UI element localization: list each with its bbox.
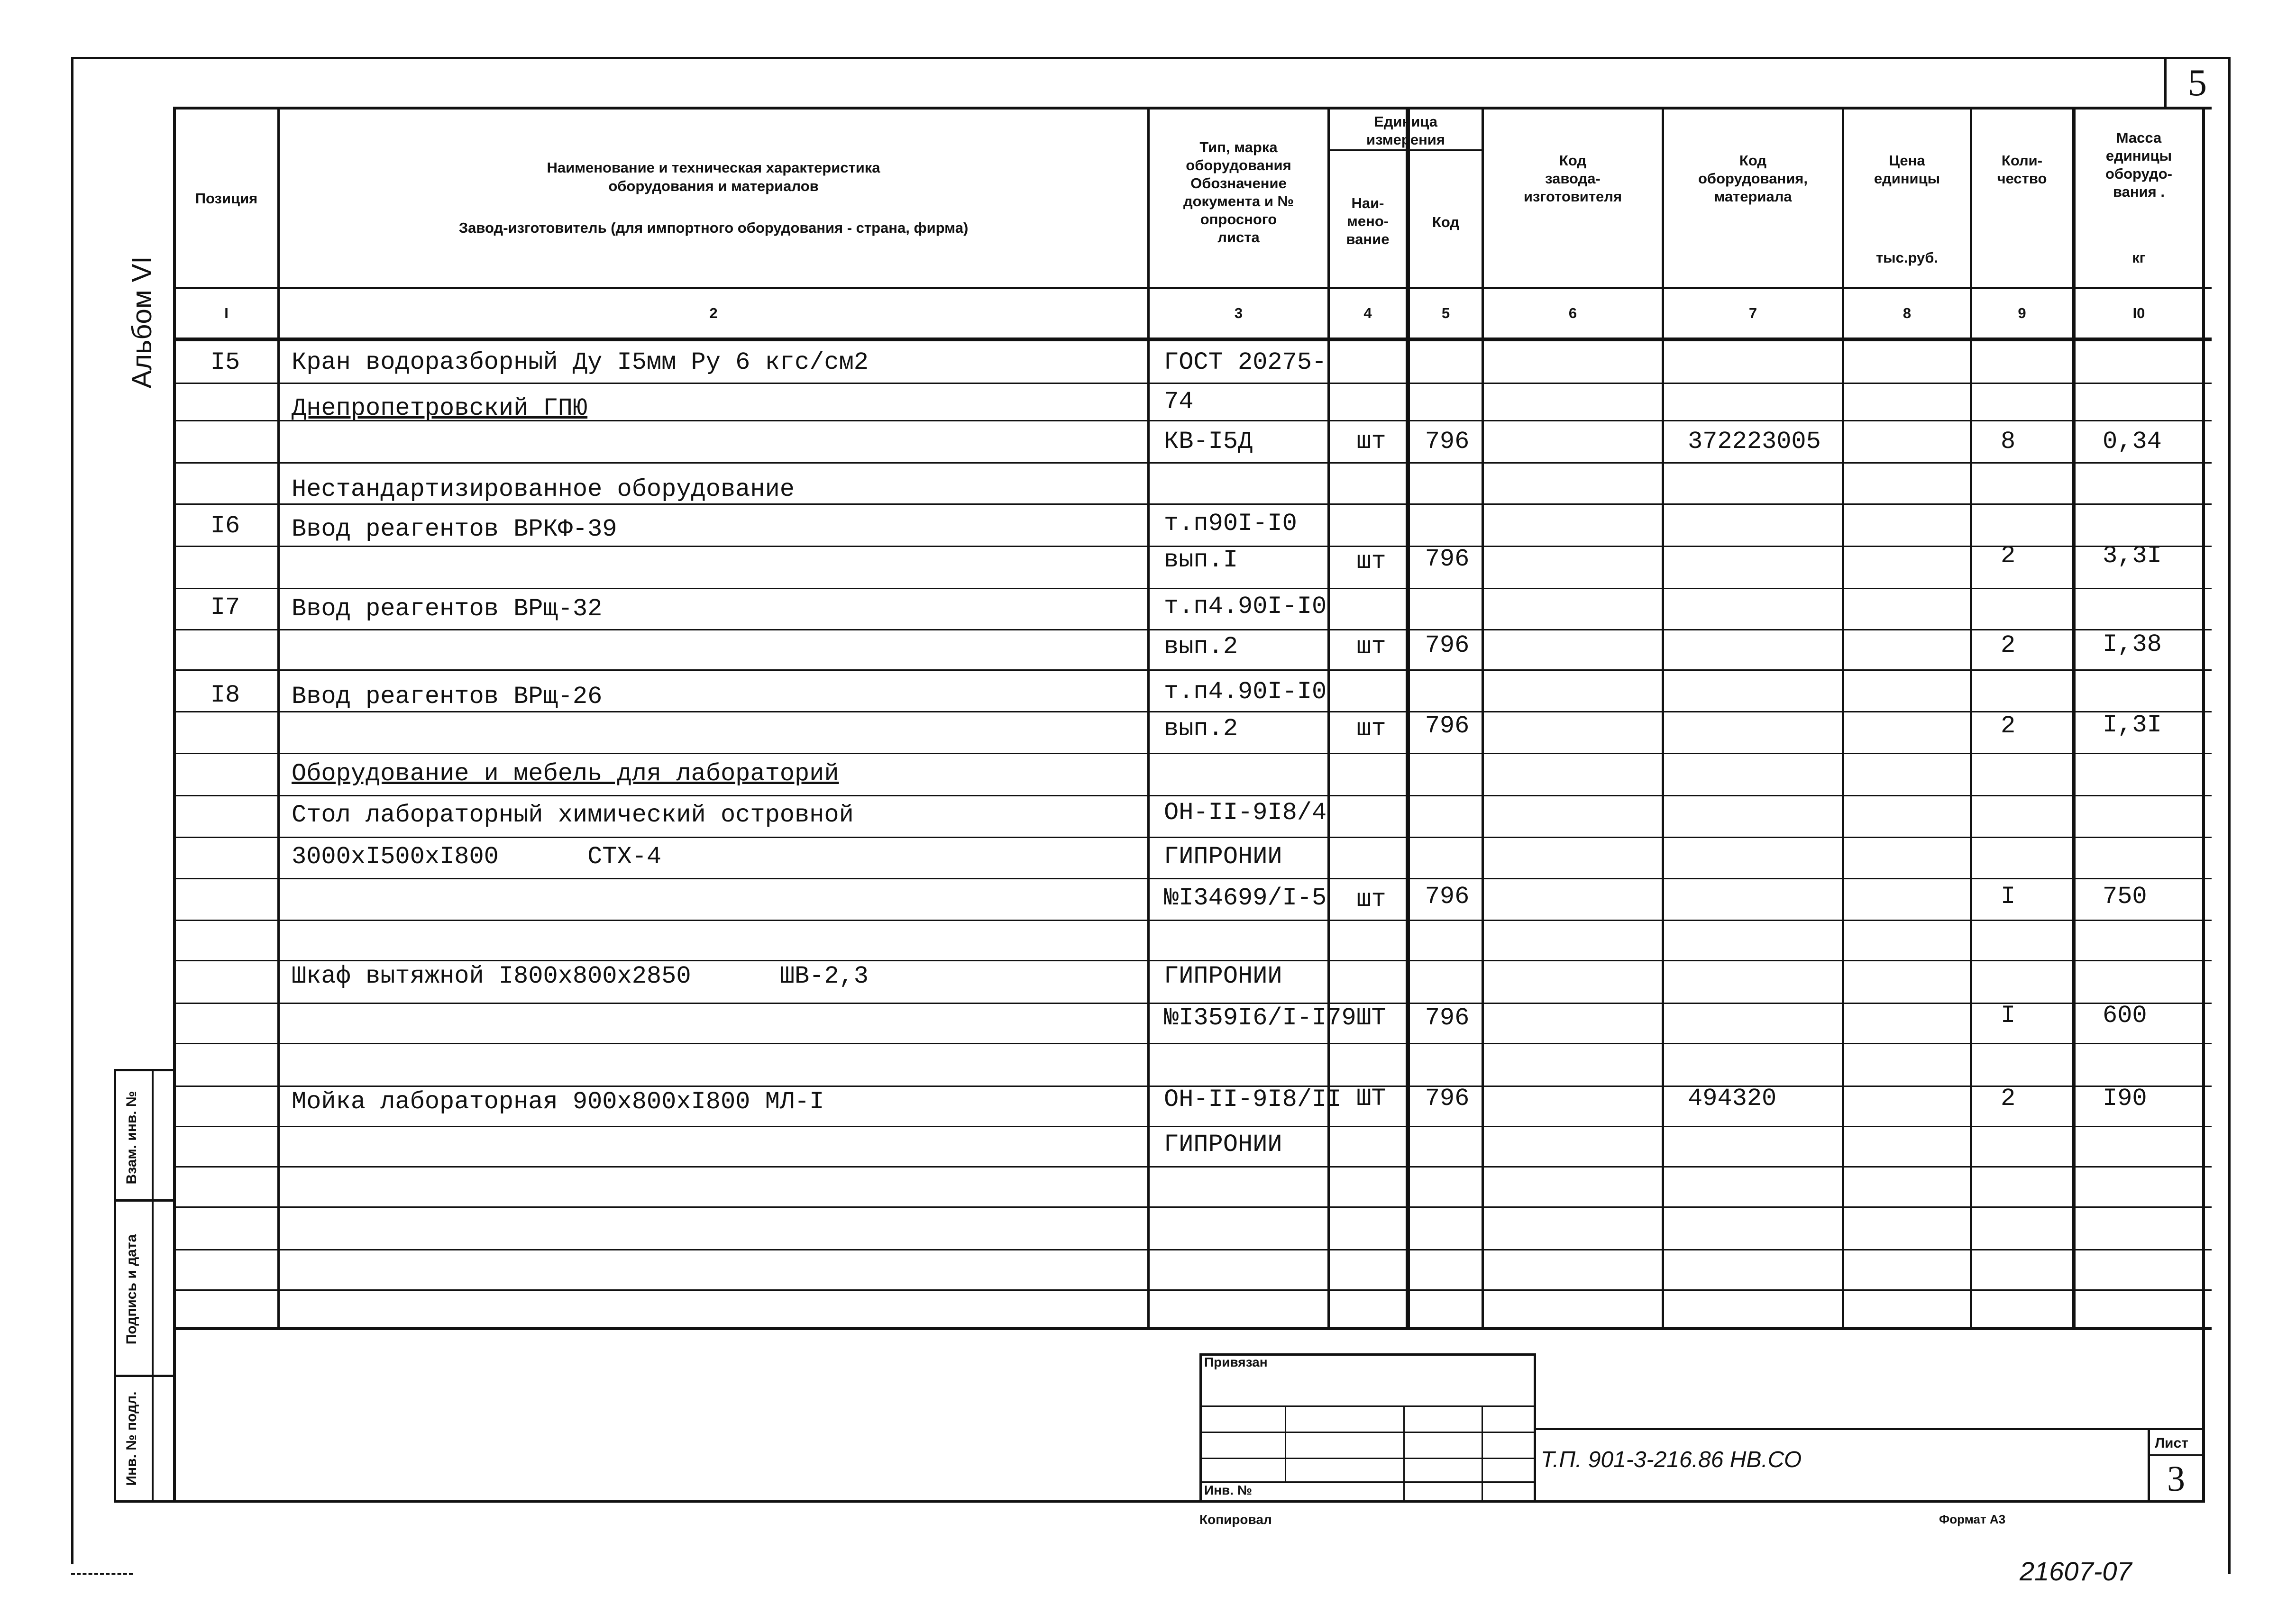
header-unit-group: Единица измерения (1366, 113, 1445, 148)
row2-name: Днепропетровский ГПЮ (292, 394, 588, 422)
row10-doc: вып.2 (1164, 715, 1238, 743)
row16-code: 796 (1425, 1004, 1470, 1032)
row14-doc: №I34699/I-5 (1164, 884, 1327, 912)
row17-equip-code: 494320 (1688, 1085, 1777, 1113)
header-price: Цена единицы (1874, 152, 1940, 187)
row8-qty: 2 (2001, 631, 2016, 659)
row14-qty: I (2001, 883, 2016, 911)
row3-code: 796 (1425, 428, 1470, 456)
colnum-7: 7 (1748, 305, 1757, 321)
colnum-4: 4 (1363, 305, 1372, 321)
row17-name: Мойка лабораторная 900x800xI800 МЛ-I (292, 1088, 824, 1116)
row12-doc: ОН-II-9I8/4 (1164, 799, 1327, 827)
row3-doc: КВ-I5Д (1164, 428, 1253, 456)
row8-doc: вып.2 (1164, 633, 1238, 661)
row3-equip-code: 372223005 (1688, 428, 1821, 456)
row10-qty: 2 (2001, 712, 2016, 740)
row15-doc: ГИПРОНИИ (1164, 962, 1282, 990)
side-stamp-original-inv: Инв. № подл. (124, 1391, 139, 1486)
row11-name: Оборудование и мебель для лабораторий (292, 760, 839, 788)
header-mass: Масса единицы оборудо- вания . (2105, 129, 2172, 200)
colnum-1: I (224, 305, 229, 321)
row5-name: Ввод реагентов ВРКФ-39 (292, 515, 617, 543)
colnum-10: I0 (2132, 305, 2145, 321)
bottom-note: 21607-07 (2020, 1556, 2132, 1586)
header-name-line2: оборудования и материалов (608, 178, 819, 194)
row14-code: 796 (1425, 883, 1470, 911)
row7-position: I7 (210, 593, 240, 621)
row6-qty: 2 (2001, 542, 2016, 570)
row16-unit: ШТ (1356, 1004, 1386, 1032)
row10-mass: I,3I (2103, 711, 2162, 739)
row9-name: Ввод реагентов ВРщ-26 (292, 683, 603, 711)
row17-unit: ШТ (1356, 1085, 1386, 1113)
row14-mass: 750 (2103, 883, 2147, 911)
header-type: Тип, марка оборудования Обозначение документа и № опросного листа (1183, 139, 1294, 246)
row6-unit: шт (1356, 547, 1386, 575)
row7-name: Ввод реагентов ВРщ-32 (292, 595, 603, 623)
row10-unit: шт (1356, 715, 1386, 743)
album-label: Альбом VI (127, 256, 157, 389)
colnum-8: 8 (1903, 305, 1912, 321)
row1-name: Кран водоразборный Ду I5мм Ру 6 кгс/см2 (292, 348, 869, 376)
row16-doc: №I359I6/I-I79 (1164, 1004, 1356, 1032)
row13-name: 3000xI500xI800 СТХ-4 (292, 843, 662, 871)
stamp-sheet-number: 3 (2167, 1459, 2185, 1499)
row17-mass: I90 (2103, 1085, 2147, 1113)
header-equipment-code: Код оборудования, материала (1698, 152, 1808, 205)
row8-mass: I,38 (2103, 630, 2162, 658)
row18-doc: ГИПРОНИИ (1164, 1131, 1282, 1159)
header-manufacturer: Завод-изготовитель (для импортного оборудования - страна, фирма) (458, 219, 969, 236)
stamp-copied: Копировал (1199, 1512, 1272, 1527)
row7-doc: т.п4.90I-I0 (1164, 593, 1327, 620)
row1-position: I5 (210, 348, 240, 376)
row13-doc: ГИПРОНИИ (1164, 843, 1282, 871)
colnum-3: 3 (1234, 305, 1243, 321)
colnum-5: 5 (1441, 305, 1450, 321)
colnum-2: 2 (709, 305, 718, 321)
stamp-designation: Т.П. 901-3-216.86 НВ.СО (1541, 1447, 1802, 1472)
stamp-format: Формат А3 (1939, 1512, 2006, 1526)
frame-right (2228, 57, 2231, 1574)
header-name-line1: Наименование и техническая характеристика (547, 159, 880, 176)
colnum-9: 9 (2018, 305, 2026, 321)
row6-code: 796 (1425, 545, 1470, 573)
header-unit-code: Код (1432, 214, 1460, 230)
header-mass-unit: кг (2132, 249, 2146, 266)
side-stamp-signature-date: Подпись и дата (124, 1234, 139, 1345)
row17-qty: 2 (2001, 1085, 2016, 1113)
frame-left (71, 57, 73, 1564)
row17-doc: ОН-II-9I8/II (1164, 1086, 1342, 1113)
row17-code: 796 (1425, 1085, 1470, 1113)
row5-position: I6 (210, 512, 240, 540)
colnum-6: 6 (1568, 305, 1577, 321)
row9-doc: т.п4.90I-I0 (1164, 678, 1327, 706)
row6-mass: 3,3I (2103, 542, 2162, 570)
stamp-inv-no: Инв. № (1204, 1483, 1253, 1497)
frame-bottom-dash (71, 1573, 133, 1575)
row4-name: Нестандартизированное оборудование (292, 475, 795, 503)
header-price-unit: тыс.руб. (1875, 249, 1939, 266)
row6-doc: вып.I (1164, 546, 1238, 574)
row8-code: 796 (1425, 631, 1470, 659)
row1-doc: ГОСТ 20275- (1164, 348, 1327, 376)
page-number: 5 (2188, 62, 2207, 104)
stamp-sheet-label: Лист (2155, 1435, 2188, 1451)
side-stamp-replacement-inv: Взам. инв. № (124, 1091, 139, 1185)
row3-unit: шт (1356, 428, 1386, 456)
row8-unit: шт (1356, 633, 1386, 661)
row3-qty: 8 (2001, 428, 2016, 456)
row10-code: 796 (1425, 712, 1470, 740)
header-manufacturer-code: Код завода- изготовителя (1523, 152, 1622, 205)
stamp-attached: Привязан (1204, 1355, 1268, 1369)
row15-name: Шкаф вытяжной I800x800x2850 ШВ-2,3 (292, 962, 869, 990)
row16-mass: 600 (2103, 1002, 2147, 1030)
row3-mass: 0,34 (2103, 428, 2162, 456)
row9-position: I8 (210, 681, 240, 709)
row5-doc: т.п90I-I0 (1164, 510, 1297, 538)
row2-doc: 74 (1164, 388, 1194, 416)
row14-unit: шт (1356, 885, 1386, 913)
row12-name: Стол лабораторный химический островной (292, 801, 854, 829)
header-quantity: Коли- чество (1997, 152, 2047, 187)
row16-qty: I (2001, 1002, 2016, 1030)
header-unit-name: Наи- мено- вание (1346, 195, 1390, 247)
header-position: Позиция (195, 190, 258, 207)
frame-top (71, 57, 2228, 59)
